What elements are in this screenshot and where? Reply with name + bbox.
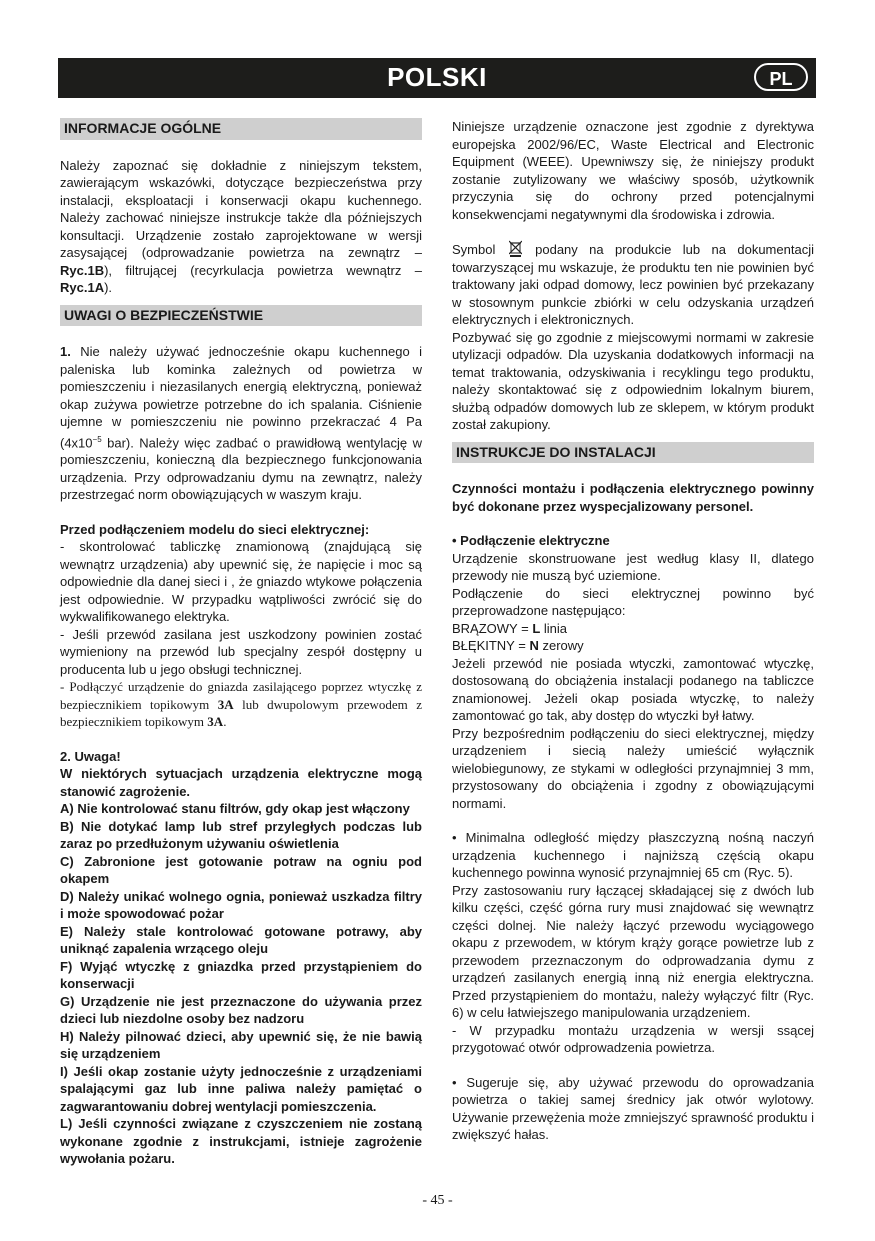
disposal-paragraph: Pozbywać się go zgodnie z miejscowymi normami w zakresie utylizacji odpadów. Dla uzyskania dodatkowych informacji na temat traktowania, odzyskiwania i recyklingu tego produktu, należy skontaktować się z odpowiednim lokalnym biurem, służbą odpadów domowych lub ze sklepem, w którym produkt został zakupiony.: [452, 329, 814, 432]
brown-label: BRĄZOWY =: [452, 620, 529, 636]
before-3c: .: [223, 714, 227, 730]
warning-item: C) Zabronione jest gotowanie potraw na ogniu pod okapem: [60, 853, 422, 887]
wire-brown: [452, 620, 814, 638]
distance-text-1: • Minimalna odległość między płaszczyzną nośną naczyń urządzenia kuchennego i najniższą częścią okapu kuchennego powinna wynosić przynajmniej 65 cm (Ryc. 5).: [452, 830, 814, 880]
language-banner: [58, 58, 816, 98]
before-3b: lub dwupolowym przewodem z bezpiecznikiem topikowym: [60, 696, 423, 730]
fuse-rating-2: 3A: [207, 714, 224, 730]
weee-paragraph: Niniejsze urządzenie oznaczone jest zgodnie z dyrektywa europejska 2002/96/EC, Waste Electrical and Electronic Equipment (WEEE). Upewniwszy się, że niniejszy produkt zostanie zutylizowany we właściwy sposób, użytkownik przyczynia się do ochrony przed potencjalnymi konsekwencjami negatywnymi dla środowiska i zdrowia.: [452, 119, 814, 222]
general-info-heading: INFORMACJE OGÓLNE: [60, 118, 422, 140]
warning-item: G) Urządzenie nie jest przeznaczone do używania przez dzieci lub niezdolne osoby bez nadzoru: [60, 993, 422, 1027]
distance-text-3: - W przypadku montażu urządzenia w wersji ssącej przygotować otwór odprowadzenia powietrza.: [452, 1022, 814, 1055]
safety-text-2: bar). Należy więc zadbać o prawidłową wentylację w pomieszczeniu, konieczną dla bezpiecznego funkcjonowania urządzenia. Przy odprowadzaniu dymu na zewnątrz, należy przestrzegać norm obowiązujących w waszym kraju.: [60, 434, 422, 503]
general-text-1: Należy zapoznać się dokładnie z niniejszym tekstem, zawierającym wskazówki, dotyczące bezpieczeństwa przy instalacji, eksploatacji i konserwacji okapu kuchennego. Należy zachować niniejsze instrukcje także dla późniejszych konsultacji. Urządzenie zostało zaprojektowane w wersji zasysającej (odprowadzanie powietrza na zewnątrz –: [60, 157, 422, 260]
safety-text-1: Nie należy używać jednocześnie okapu kuchennego i paleniska lub kominka zależnych od powietrza w pomieszczeniu i niezasilanych energią elektryczną, ponieważ okap zużywa powietrze potrzebne do ich spalania. Ciśnienie ujemne w pomieszczeniu nie powinno przekraczać 4 Pa (4x10: [60, 344, 422, 450]
brown-code: L: [532, 620, 541, 636]
distance-text-2: Przy zastosowaniu rury łączącej składającej się z dwóch lub kilku części, część górna rury musi znajdować się wewnątrz części dolnej. Nie należy łączyć przewodu wyciągowego okapu z przewodem, w którym krąży gorące powietrze lub z przewodem przeznaczonym do odprowadzania dymu z urządzeń zasilanych energią inną niż energia elektryczna. Przed przystąpieniem do montażu, należy wyłączyć filtr (Ryc. 6) w celu łatwiejszego manipulowania urządzeniem.: [452, 882, 814, 1020]
install-notice: Czynności montażu i podłączenia elektrycznego powinny być dokonane przez wyspecjalizowany personel.: [452, 481, 814, 514]
electrical-text-3: Jeżeli przewód nie posiada wtyczki, zamontować wtyczkę, dostosowaną do obciążenia instalacji podanego na tabliczce znamionowej. Jeżeli okap posiada wtyczkę, to należy zamontować go tak, aby dostęp do wtyczki był łatwy.: [452, 655, 814, 723]
warning-item: A) Nie kontrolować stanu filtrów, gdy okap jest włączony: [60, 801, 410, 817]
warning-item: F) Wyjąć wtyczkę z gniazdka przed przystąpieniem do konserwacji: [60, 958, 422, 992]
electrical-heading: • Podłączenie elektryczne: [452, 533, 610, 548]
left-column: [60, 118, 422, 1168]
warning-heading: 2. Uwaga!: [60, 748, 121, 764]
install-heading: INSTRUKCJE DO INSTALACJI: [452, 442, 814, 464]
safety-number: 1.: [60, 344, 71, 359]
brown-desc: linia: [543, 620, 568, 636]
general-text-2: ), filtrującej (recyrkulacja powietrza wewnątrz –: [104, 262, 422, 278]
blue-desc: zerowy: [542, 638, 584, 653]
electrical-text-4: Przy bezpośrednim podłączeniu do sieci elektrycznej, między urządzeniem i siecią należy umieścić wyłącznik wielobiegunowy, ze stykami w odległości przynajmniej 3 mm, przystosowany do obciążenia i zgodny z obowiązującymi normami.: [452, 725, 814, 811]
crossed-bin-icon: [509, 240, 522, 257]
right-column: [452, 118, 814, 1144]
wire-blue: [452, 637, 814, 655]
symbol-paragraph: [452, 240, 814, 329]
electrical-text-1: Urządzenie skonstruowane jest według klasy II, dlatego przewody nie muszą być uziemione.: [452, 550, 814, 583]
warning-item: H) Należy pilnować dzieci, aby upewnić się, że nie bawią się urządzeniem: [60, 1028, 422, 1062]
suggestion-text: • Sugeruje się, aby używać przewodu do oprowadzania powietrza o takiej samej średnicy jak otwór wylotowy. Używanie przewężenia może zmniejszyć sprawność produktu i zwiększyć hałas.: [452, 1074, 814, 1142]
safety-heading: UWAGI O BEZPIECZEŃSTWIE: [60, 305, 422, 327]
exponent: −5: [92, 434, 102, 444]
electrical-text-2: Podłączenie do sieci elektrycznej powinno być przeprowadzone następująco:: [452, 585, 814, 618]
language-badge: PL: [754, 63, 808, 91]
warning-item: E) Należy stale kontrolować gotowane potrawy, aby uniknąć zapalenia wrzącego oleju: [60, 923, 422, 957]
before-3a: - Podłączyć urządzenie do gniazda zasilającego poprzez wtyczkę z bezpiecznikiem topikowym: [60, 679, 422, 712]
before-connect-item-3: [60, 678, 422, 731]
banner-title: POLSKI: [387, 62, 487, 92]
figure-ref-1a: Ryc.1A: [60, 280, 105, 295]
before-connect-item-1: - skontrolować tabliczkę znamionową (znajdującą się wewnątrz urządzenia) aby upewnić się, że napięcie i moc są odpowiednie dla danej sieci i , że gniazdo wtykowe połączenia jest odpowiednie. W przypadku wątpliwości zwrócić się do wykwalifikowanego elektryka.: [60, 539, 422, 625]
before-connect-item-2: - Jeśli przewód zasilana jest uszkodzony powinien zostać wymieniony na przewód lub specjalny zespół dostępny u producenta lub u jego obsługi technicznej.: [60, 626, 422, 677]
warning-item: D) Należy unikać wolnego ognia, ponieważ uszkadza filtry i może spowodować pożar: [60, 888, 422, 922]
general-info-paragraph: [60, 157, 422, 297]
symbol-before: Symbol: [452, 242, 496, 257]
before-connect-heading: Przed podłączeniem modelu do sieci elektrycznej:: [60, 521, 370, 537]
general-text-3: ).: [104, 280, 113, 295]
blue-label: BŁĘKITNY =: [452, 638, 526, 653]
warning-item: I) Jeśli okap zostanie użyty jednocześnie z urządzeniami spalającymi gaz lub inne paliwa należy pamiętać o zagwarantowaniu dobrej wentylacji pomieszczenia.: [60, 1063, 422, 1114]
blue-code: N: [529, 638, 539, 653]
symbol-after: podany na produkcie lub na dokumentacji towarzyszącej mu wskazuje, że produktu ten nie powinien być traktowany jaki odpad domowy, lecz powinien być przekazany w stosownym punkcie zbiórki w celu odzyskania urządzeń elektrycznych i elektronicznych.: [452, 242, 814, 327]
figure-ref-1b: Ryc.1B: [60, 262, 105, 278]
warning-item: L) Jeśli czynności związane z czyszczeniem nie zostaną wykonane zgodnie z instrukcjami, istnieje zagrożenie wywołania pożaru.: [60, 1116, 422, 1167]
page-number: - 45 -: [422, 1193, 453, 1208]
warning-item: W niektórych sytuacjach urządzenia elektryczne mogą stanowić zagrożenie.: [60, 766, 422, 799]
warning-item: B) Nie dotykać lamp lub stref przyległych podczas lub zaraz po przedłużonym używaniu oświetlenia: [60, 818, 422, 852]
safety-paragraph: [60, 343, 422, 504]
fuse-rating-1: 3A: [217, 696, 234, 712]
